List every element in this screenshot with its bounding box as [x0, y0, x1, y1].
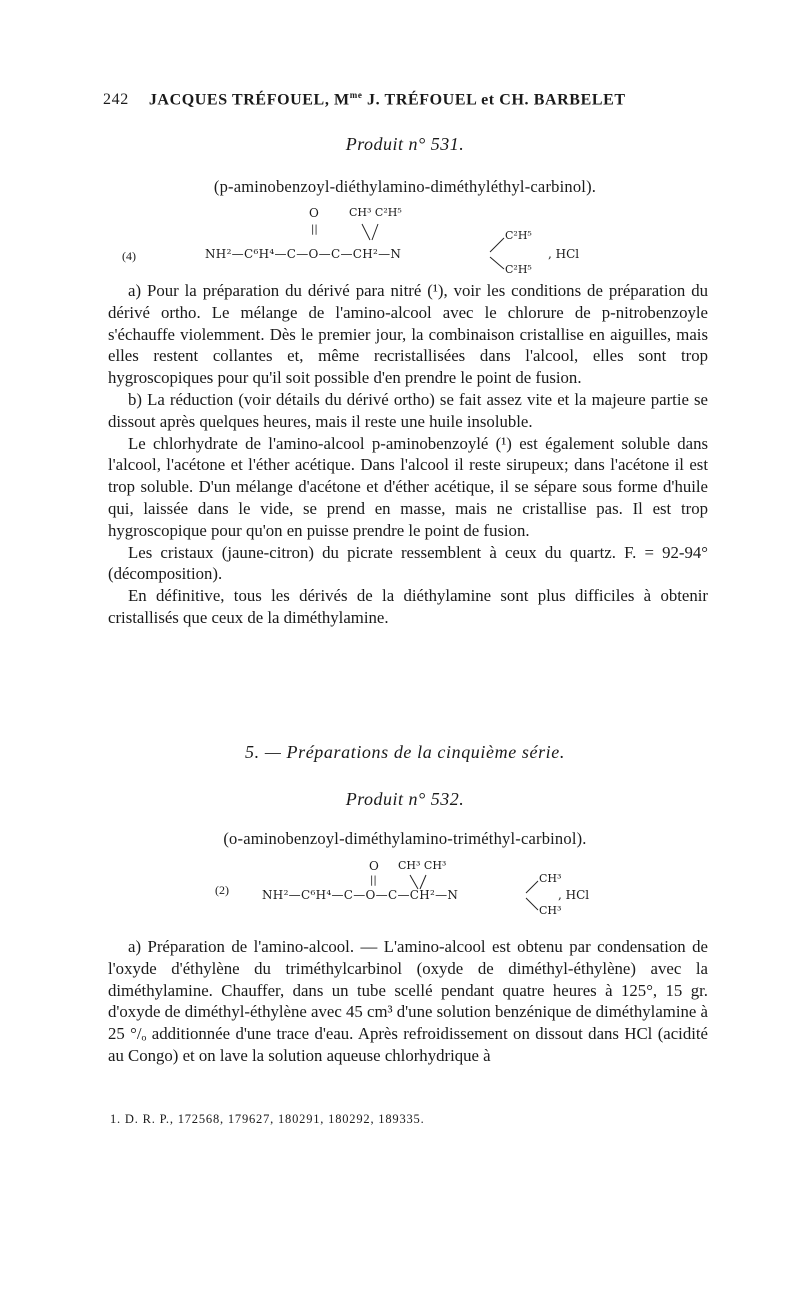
paragraph-b: b) La réduction (voir détails du dérivé ortho) se fait assez vite et la majeure partie se dissout après quelques heures, mais il reste une huile insoluble. — [108, 389, 708, 431]
product-531-name: (p-aminobenzoyl-diéthylamino-diméthyléthyl-carbinol). — [213, 177, 597, 196]
formula-531-upper-branch: C²H⁵ — [505, 229, 532, 242]
product-532-name: (o-aminobenzoyl-diméthylamino-triméthyl-carbinol). — [223, 829, 587, 848]
formula-532-top-groups: CH³ CH³ — [398, 859, 447, 872]
product-531-body — [108, 280, 708, 629]
formula-531 — [0, 202, 800, 282]
product-532-body — [108, 936, 708, 1067]
formula-532-oxygen: O — [369, 859, 379, 873]
bond-line — [526, 881, 538, 893]
running-header — [103, 90, 703, 109]
formula-532-upper-branch: CH³ — [539, 872, 562, 885]
section-5-title: 5. — Préparations de la cinquième série. — [245, 742, 565, 762]
bond-line — [410, 875, 418, 889]
bond-line — [490, 238, 504, 252]
formula-532-double-bond: || — [370, 875, 377, 886]
bond-line — [526, 898, 538, 910]
formula-532-ref: (2) — [215, 883, 229, 897]
formula-531-ref: (4) — [122, 249, 136, 263]
product-532-title: Produit n° 532. — [345, 789, 465, 809]
paragraph-picrate: Les cristaux (jaune-citron) du picrate ressemblent à ceux du quartz. F. = 92-94° (décomposition). — [108, 542, 708, 584]
page-number: 242 — [103, 91, 129, 109]
footnote: 1. D. R. P., 172568, 179627, 180291, 180292, 189335. — [110, 1112, 425, 1126]
formula-531-chain: NH²—C⁶H⁴—C—O—C—CH²—N — [205, 247, 402, 261]
formula-531-oxygen: O — [309, 206, 319, 220]
bond-line — [420, 875, 426, 889]
formula-531-double-bond: || — [311, 224, 318, 235]
bond-line — [362, 224, 370, 240]
paragraph-a: a) Pour la préparation du dérivé para nitré (¹), voir les conditions de préparation du dérivé ortho. Le mélange de l'amino-alcool avec le chlorure de p-nitrobenzoyle s'échauffe violemment. Dès le premier jour, la combinaison cristallise en aiguilles, mais elles restent collantes et, même recristallisées dans l'alcool, elles sont trop hygroscopiques pour qu'il soit possible d'en prendre le point de fusion. — [108, 281, 708, 388]
paragraph-preparation: a) Préparation de l'amino-alcool. — L'amino-alcool est obtenu par condensation de l'oxyde d'éthylène du triméthylcarbinol (oxyde de diméthyl-éthylène) avec la diméthylamine. Chauffer, dans un tube scellé pendant quatre heures à 125°, 15 gr. d'oxyde de diméthyl-éthylène avec 45 cm³ d'une solution benzénique de diméthylamine à 25 °/ₒ additionnée d'une trace d'eau. Après refroidissement on dissout dans HCl (acidité au Congo) et on lave la solution aqueuse chlorhydrique à — [108, 937, 708, 1065]
paragraph-chlorhydrate: Le chlorhydrate de l'amino-alcool p-aminobenzoylé (¹) est également soluble dans l'alcool, l'acétone et l'éther acétique. Dans l'alcool il reste sirupeux; dans l'acétone il est trop soluble. D'un mélange d'acétone et d'éther acétique, il se sépare sous forme d'huile qui, laissée dans le vide, se prend en masse, mais ne cristallise pas. Il est trop hygroscopique pour qu'on en puisse prendre le point de fusion. — [108, 433, 708, 540]
authors-pre: JACQUES TRÉFOUEL, M — [148, 91, 350, 109]
formula-531-salt: , HCl — [548, 247, 580, 261]
paragraph-conclusion: En définitive, tous les dérivés de la diéthylamine sont plus difficiles à obtenir cristallisés que ceux de la diméthylamine. — [108, 586, 708, 627]
bond-line — [372, 224, 378, 240]
authors-post: J. TRÉFOUEL et CH. BARBELET — [362, 91, 626, 109]
formula-531-top-groups: CH³ C²H⁵ — [349, 206, 402, 219]
authors-sup: me — [349, 90, 363, 100]
product-531-title: Produit n° 531. — [345, 134, 465, 154]
formula-531-bonds — [0, 202, 800, 282]
formula-532 — [0, 855, 800, 935]
formula-532-salt: , HCl — [558, 888, 590, 902]
formula-532-chain: NH²—C⁶H⁴—C—O—C—CH²—N — [262, 888, 459, 902]
formula-532-lower-branch: CH³ — [539, 904, 562, 917]
formula-532-bonds — [0, 855, 800, 935]
formula-531-lower-branch: C²H⁵ — [505, 263, 532, 276]
bond-line — [490, 257, 504, 269]
